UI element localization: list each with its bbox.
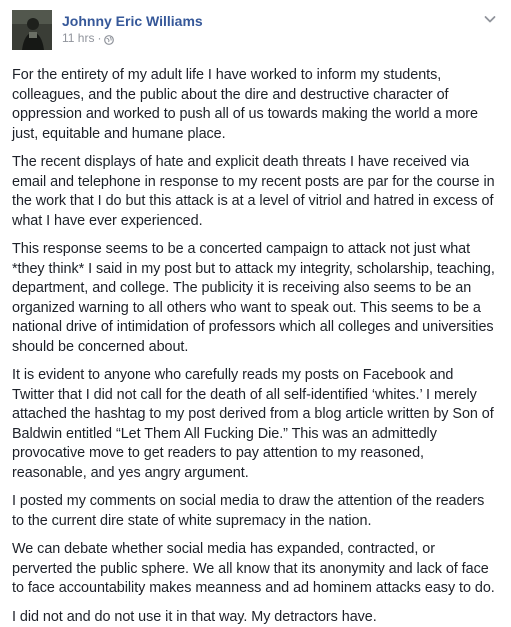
post-paragraph: For the entirety of my adult life I have worked to inform my students, colleagues, and the public about the dire and destructive character of oppression and worked to push all of us towards making the world a more just, equitable and humane place. bbox=[12, 66, 499, 144]
author-name-link[interactable]: Johnny Eric Williams bbox=[62, 12, 203, 30]
post-paragraph: We can debate whether social media has expanded, contracted, or perverted the public sphere. We all know that its anonymity and lack of face to face accountability makes meanness and ad hominem attacks easy to do. bbox=[12, 540, 499, 599]
post-subline bbox=[62, 30, 203, 46]
chevron-down-icon[interactable] bbox=[483, 12, 497, 26]
separator-dot: · bbox=[97, 30, 101, 46]
post-paragraph: It is evident to anyone who carefully reads my posts on Facebook and Twitter that I did not call for the death of all self-identified ‘whites.’ I merely attached the hashtag to my post derived from a blog article written by Son of Baldwin entitled “Let Them All Fucking Die.” This was an admittedly provocative move to get readers to pay attention to my reasoned, reasonable, and yes angry argument. bbox=[12, 366, 499, 483]
post-meta bbox=[62, 10, 203, 46]
avatar-portrait bbox=[12, 10, 52, 50]
post-body bbox=[12, 66, 499, 627]
post-paragraph: I did not and do not use it in that way. My detractors have. bbox=[12, 608, 499, 627]
post-timestamp[interactable]: 11 hrs bbox=[62, 30, 94, 46]
post-paragraph: I posted my comments on social media to draw the attention of the readers to the current dire state of white supremacy in the nation. bbox=[12, 492, 499, 531]
globe-icon[interactable] bbox=[104, 33, 114, 43]
avatar[interactable] bbox=[12, 10, 52, 50]
post-paragraph: This response seems to be a concerted campaign to attack not just what *they think* I said in my post but to attack my integrity, scholarship, teaching, department, and college. The publicity it is receiving also seems to be an organized warning to all others who want to speak out. This seems to be a national drive of intimidation of professors which all colleges and universities should be concerned about. bbox=[12, 240, 499, 357]
post-header bbox=[12, 10, 499, 54]
post-paragraph: The recent displays of hate and explicit death threats I have received via email and telephone in response to my recent posts are par for the course in the work that I do but this attack is at a level of vitriol and hatred in excess of what I have ever experienced. bbox=[12, 153, 499, 231]
